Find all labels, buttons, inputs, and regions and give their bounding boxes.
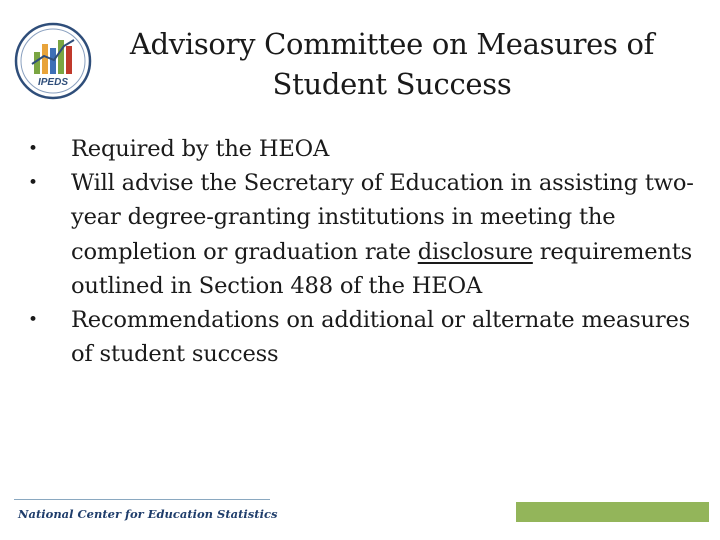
logo-bar-icon [42,44,48,74]
bullet-icon: • [28,139,38,159]
bullet-text: Recommendations on additional or alternate measures of student success [71,307,691,368]
footer-text: National Center for Education Statistics [18,507,278,521]
bullet-item [28,303,698,371]
bullet-item [28,132,698,166]
logo-bar-icon [66,46,72,74]
bullet-text: Required by the HEOA [71,136,330,162]
bullet-list [28,132,698,371]
bullet-text: requirements outlined in Section 488 of the HEOA [71,238,693,299]
ipeds-logo [14,22,92,100]
slide-title-line-1: Advisory Committee on Measures of [129,27,655,61]
slide-title-line-2: Student Success [272,67,512,101]
logo-text: IPEDS [37,77,69,88]
bullet-item [28,166,698,303]
bullet-text: Will advise the Secretary of Education in assisting two-year degree-granting institutions in meeting the completion or graduation rate [71,170,694,265]
logo-bar-icon [58,40,64,74]
bullet-underlined-text: disclosure [417,238,533,265]
footer-divider [14,499,270,500]
bullet-icon: • [28,310,38,331]
footer-accent-bar [516,502,709,522]
slide-title [112,24,672,104]
logo-bar-icon [50,48,56,74]
bullet-icon: • [28,173,38,194]
